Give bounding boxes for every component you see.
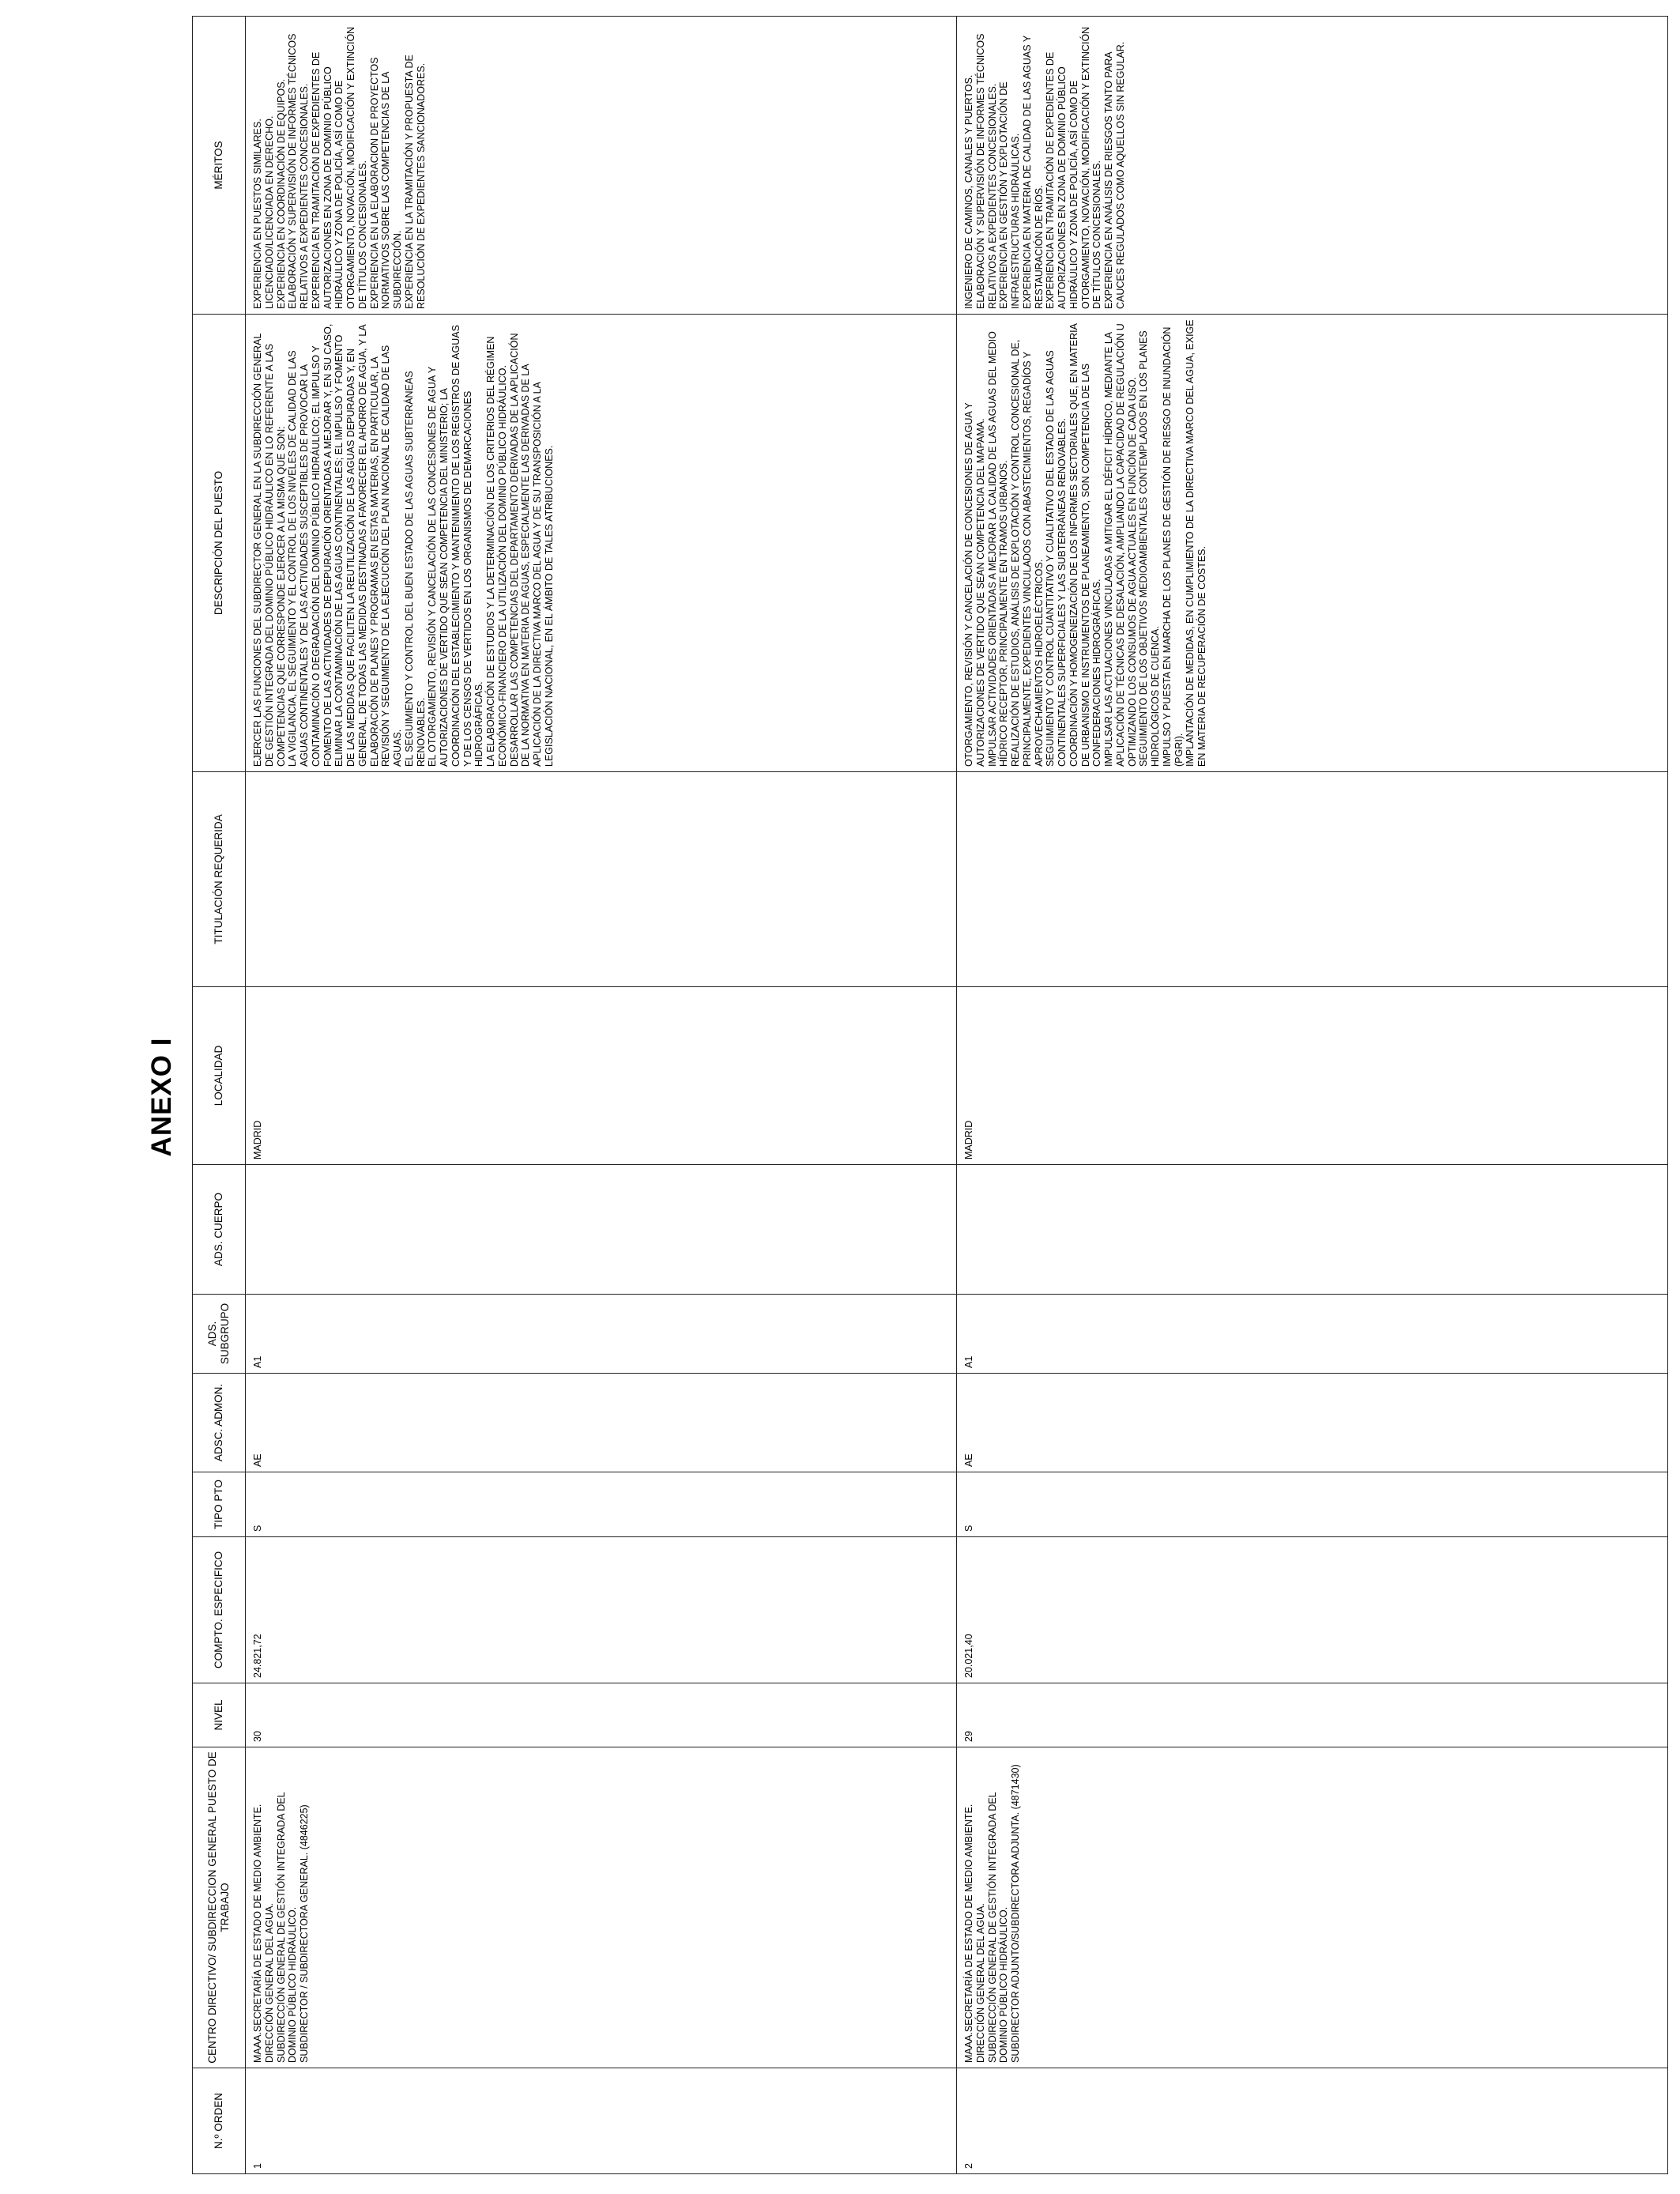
table-row xyxy=(246,17,957,2174)
header-localidad: LOCALIDAD xyxy=(193,987,246,1165)
cell-meritos: INGENIERO DE CAMINOS, CANALES Y PUERTOS. ELABORACIÓN Y SUPERVISIÓN DE INFORMES TÉCNICOS RELATIVOS A EXPEDIENTES CONCESIONALES. EXPERIENCIA EN GESTIÓN Y EXPLOTACIÓN DE INFRAESTRUCTURAS HIDRÁULICAS. EXPERIENCIA EN MATERIA DE CALIDAD DE LAS AGUAS Y RESTAURACIÓN DE RÍOS. EXPERIENCIA EN TRAMITACIÓN DE EXPEDIENTES DE AUTORIZACIONES EN ZONA DE DOMINIO PÚBLICO HIDRÁULICO Y ZONA DE POLICÍA, ASÍ COMO DE OTORGAMIENTO, NOVACIÓN, MODIFICACIÓN Y EXTINCIÓN DE TÍTULOS CONCESIONALES. EXPERIENCIA EN ANÁLISIS DE RIESGOS TANTO PARA CAUCES REGULADOS COMO AQUELLOS SIN REGULAR. xyxy=(957,17,1668,315)
cell-compto: 20.021,40 xyxy=(957,1537,1668,1683)
cell-adsc-admon: AE xyxy=(957,1374,1668,1472)
header-ads-subgrupo: ADS. SUBGRUPO xyxy=(193,1295,246,1374)
cell-descripcion: EJERCER LAS FUNCIONES DEL SUBDIRECTOR GENERAL EN LA SUBDIRECCIÓN GENERAL DE GESTIÓN INTEGRADA DEL DOMINIO PÚBLICO HIDRÁULICO EN LO REFERENTE A LAS COMPETENCIAS QUE CORRESPONDE EJERCER A LA MISMA QUE SON: LA VIGILANCIA, EL SEGUIMIENTO Y EL CONTROL DE LOS NIVELES DE CALIDAD DE LAS AGUAS CONTINENTALES Y DE LAS ACTIVIDADES SUSCEPTIBLES DE PROVOCAR LA CONTAMINACIÓN O DEGRADACIÓN DEL DOMINIO PÚBLICO HIDRÁULICO; EL IMPULSO Y FOMENTO DE LAS ACTIVIDADES DE DEPURACIÓN ORIENTADAS A MEJORAR Y, EN SU CASO, ELIMINAR LA CONTAMINACIÓN DE LAS AGUAS CONTINENTALES; EL IMPULSO Y FOMENTO DE LAS MEDIDAS QUE FACILITEN LA REUTILIZACIÓN DE LAS AGUAS DEPURADAS Y, EN GENERAL, DE TODAS LAS MEDIDAS DESTINADAS A FAVORECER EL AHORRO DE AGUA, Y LA ELABORACIÓN DE PLANES Y PROGRAMAS EN ESTAS MATERIAS, EN PARTICULAR, LA REVISIÓN Y SEGUIMIENTO DE LA EJECUCIÓN DEL PLAN NACIONAL DE CALIDAD DE LAS AGUAS. EL SEGUIMIENTO Y CONTROL DEL BUEN ESTADO DE LAS AGUAS SUBTERRÁNEAS RENOVABLES. EL OTORGAMIENTO, REVISIÓN Y CANCELACIÓN DE LAS CONCESIONES DE AGUA Y AUTORIZACIONES DE VERTIDO QUE SEAN COMPETENCIA DEL MINISTERIO; LA COORDINACIÓN DEL ESTABLECIMIENTO Y MANTENIMIENTO DE LOS REGISTROS DE AGUAS Y DE LOS CENSOS DE VERTIDOS EN LOS ORGANISMOS DE DEMARCACIONES HIDROGRÁFICAS. LA ELABORACIÓN DE ESTUDIOS Y LA DETERMINACIÓN DE LOS CRITERIOS DEL RÉGIMEN ECONÓMICO-FINANCIERO DE LA UTILIZACIÓN DEL DOMINIO PÚBLICO HIDRÁULICO. DESARROLLAR LAS COMPETENCIAS DEL DEPARTAMENTO DERIVADAS DE LA APLICACIÓN DE LA NORMATIVA EN MATERIA DE AGUAS, ESPECIALMENTE LAS DERIVADAS DE LA APLICACIÓN DE LA DIRECTIVA MARCO DEL AGUA Y DE SU TRANSPOSICIÓN A LA LEGISLACIÓN NACIONAL, EN EL ÁMBITO DE TALES ATRIBUCIONES. xyxy=(246,315,957,772)
cell-titulacion xyxy=(957,772,1668,987)
cell-ads-subgrupo: A1 xyxy=(957,1295,1668,1374)
table-row xyxy=(957,17,1668,2174)
cell-localidad: MADRID xyxy=(246,987,957,1165)
cell-ads-cuerpo xyxy=(957,1165,1668,1295)
cell-localidad: MADRID xyxy=(957,987,1668,1165)
header-centro: CENTRO DIRECTIVO/ SUBDIRECCION GENERAL PUESTO DE TRABAJO xyxy=(193,1747,246,2068)
cell-nivel: 29 xyxy=(957,1683,1668,1747)
header-ads-cuerpo: ADS. CUERPO xyxy=(193,1165,246,1295)
table-header-row xyxy=(193,17,246,2174)
cell-tipo: S xyxy=(957,1472,1668,1537)
cell-centro: MAAA.SECRETARÍA DE ESTADO DE MEDIO AMBIENTE. DIRECCIÓN GENERAL DEL AGUA. SUBDIRECCIÓN GENERAL DE GESTIÓN INTEGRADA DEL DOMINIO PÚBLICO HIDRÁULICO. SUBDIRECTOR / SUBDIRECTORA GENERAL. (4846225) xyxy=(246,1747,957,2068)
header-orden: N.º ORDEN xyxy=(193,2068,246,2174)
header-descripcion: DESCRIPCIÓN DEL PUESTO xyxy=(193,315,246,772)
cell-nivel: 30 xyxy=(246,1683,957,1747)
cell-tipo: S xyxy=(246,1472,957,1537)
cell-ads-cuerpo xyxy=(246,1165,957,1295)
header-titulacion: TITULACIÓN REQUERIDA xyxy=(193,772,246,987)
cell-compto: 24.821,72 xyxy=(246,1537,957,1683)
cell-titulacion xyxy=(246,772,957,987)
cell-ads-subgrupo: A1 xyxy=(246,1295,957,1374)
cell-centro: MAAA.SECRETARÍA DE ESTADO DE MEDIO AMBIENTE. DIRECCIÓN GENERAL DEL AGUA. SUBDIRECCIÓN GENERAL DE GESTIÓN INTEGRADA DEL DOMINIO PÚBLICO HIDRÁULICO. SUBDIRECTOR ADJUNTO/SUBDIRECTORA ADJUNTA. (4871430) xyxy=(957,1747,1668,2068)
cell-adsc-admon: AE xyxy=(246,1374,957,1472)
page-title: ANEXO I xyxy=(146,1037,177,1157)
cell-orden: 1 xyxy=(246,2068,957,2174)
header-adsc-admon: ADSC. ADMON. xyxy=(193,1374,246,1472)
cell-descripcion: OTORGAMIENTO, REVISIÓN Y CANCELACIÓN DE CONCESIONES DE AGUA Y AUTORIZACIONES DE VERTIDO QUE SEAN COMPETENCIA DEL MAPAMA. IMPULSAR ACTIVIDADES ORIENTADAS A MEJORAR LA CALIDAD DE LAS AGUAS DEL MEDIO HÍDRICO RECEPTOR, PRINCIPALMENTE EN TRAMOS URBANOS. REALIZACIÓN DE ESTUDIOS, ANÁLISIS DE EXPLOTACIÓN Y CONTROL CONCESIONAL DE, PRINCIPALMENTE, EXPEDIENTES VINCULADOS CON ABASTECIMIENTOS, REGADÍOS Y APROVECHAMIENTOS HIDROELÉCTRICOS. SEGUIMIENTO Y CONTROL CUANTITATIVO Y CUALITATIVO DEL ESTADO DE LAS AGUAS CONTINENTALES SUPERFICIALES Y LAS SUBTERRÁNEAS RENOVABLES. COORDINACIÓN Y HOMOGENEIZACIÓN DE LOS INFORMES SECTORIALES QUE, EN MATERIA DE URBANISMO E INSTRUMENTOS DE PLANEAMIENTO, SON COMPETENCIA DE LAS CONFEDERACIONES HIDROGRÁFICAS. IMPULSAR LAS ACTUACIONES VINCULADAS A MITIGAR EL DÉFICIT HÍDRICO, MEDIANTE LA APLICACIÓN DE TÉCNICAS DE DESALACIÓN, AMPLIANDO LA CAPACIDAD DE REGULACIÓN U OPTIMIZANDO LOS CONSUMOS DE AGUA ACTUALES EN FUNCIÓN DE CADA USO. SEGUIMIENTO DE LOS OBJETIVOS MEDIOAMBIENTALES CONTEMPLADOS EN LOS PLANES HIDROLÓGICOS DE CUENCA. IMPULSO Y PUESTA EN MARCHA DE LOS PLANES DE GESTIÓN DE RIESGO DE INUNDACIÓN (PGRI). IMPLANTACIÓN DE MEDIDAS, EN CUMPLIMIENTO DE LA DIRECTIVA MARCO DEL AGUA, EXIGE EN MATERIA DE RECUPERACIÓN DE COSTES. xyxy=(957,315,1668,772)
rotated-page-content xyxy=(192,0,1663,2194)
cell-orden: 2 xyxy=(957,2068,1668,2174)
header-tipo: TIPO PTO xyxy=(193,1472,246,1537)
header-meritos: MÉRITOS xyxy=(193,17,246,315)
positions-table xyxy=(192,16,1668,2174)
header-compto: COMPTO. ESPECIFICO xyxy=(193,1537,246,1683)
header-nivel: NIVEL xyxy=(193,1683,246,1747)
cell-meritos: EXPERIENCIA EN PUESTOS SIMILARES. LICENCIADO/LICENCIADA EN DERECHO. EXPERIENCIA EN COORDINACIÓN DE EQUIPOS. ELABORACIÓN Y SUPERVISIÓN DE INFORMES TÉCNICOS RELATIVOS A EXPEDIENTES CONCESIONALES. EXPERIENCIA EN TRAMITACIÓN DE EXPEDIENTES DE AUTORIZACIONES EN ZONA DE DOMINIO PÚBLICO HIDRÁULICO Y ZONA DE POLICÍA, ASÍ COMO DE OTORGAMIENTO, NOVACIÓN, MODIFICACIÓN Y EXTINCIÓN DE TÍTULOS CONCESIONALES. EXPERIENCIA EN LA ELABORACION DE PROYECTOS NORMATIVOS SOBRE LAS COMPETENCIAS DE LA SUBDIRECCIÓN. EXPERIENCIA EN LA TRAMITACIÓN Y PROPUESTA DE RESOLUCIÓN DE EXPEDIENTES SANCIONADORES. xyxy=(246,17,957,315)
